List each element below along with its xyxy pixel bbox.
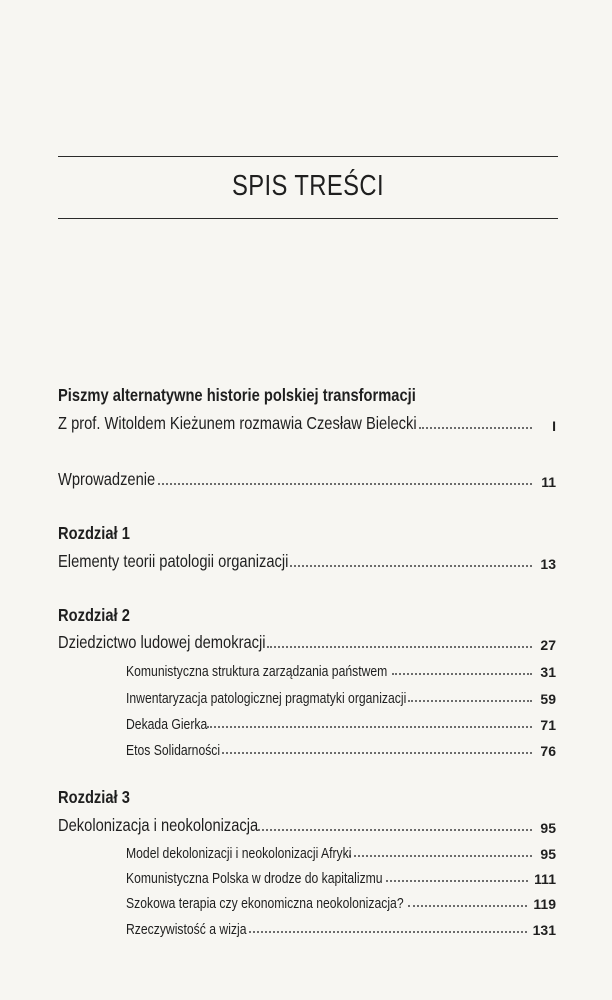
chapter-2-heading: Rozdział 2 [58,605,130,625]
dot-leader [349,855,532,857]
dot-leader [408,700,532,702]
toc-page-number: 131 [532,922,556,938]
toc-entry-label: Wprowadzenie [58,469,156,489]
top-rule [58,156,558,157]
toc-subentry[interactable] [126,709,556,733]
dot-leader [419,427,532,429]
toc-subentry[interactable] [126,683,556,707]
toc-entry-label: Dziedzictwo ludowej demokracji [58,632,266,652]
bottom-rule [58,218,558,219]
toc-page-number: 76 [540,743,556,759]
toc-entry-label: Elementy teorii patologii organizacji [58,551,289,571]
toc-entry-chapter-1[interactable] [58,548,556,572]
dot-leader [290,565,532,567]
toc-entry-chapter-3[interactable] [58,812,556,836]
toc-entry-label: Komunistyczna struktura zarządzania państwem [126,664,388,680]
toc-subentry[interactable] [126,888,556,912]
toc-entry-chapter-2[interactable] [58,629,556,653]
toc-subentry[interactable] [126,735,556,759]
toc-entry-label: Komunistyczna Polska w drodze do kapitalizmu [126,871,383,887]
toc-subentry[interactable] [126,914,556,938]
dot-leader [386,880,528,882]
dot-leader [249,931,526,933]
toc-page-number: 59 [540,691,556,707]
toc-entry-label: Model dekolonizacji i neokolonizacji Afryki [126,846,352,862]
toc-subentry[interactable] [126,656,556,680]
toc-page-number: 71 [540,717,556,733]
toc-subentry[interactable] [126,863,556,887]
chapter-1-heading: Rozdział 1 [58,523,130,543]
dot-leader [267,646,532,648]
toc-entry-label: Etos Solidarności [126,743,221,759]
dot-leader [392,673,532,675]
dot-leader [258,829,532,831]
toc-page-number: 11 [541,474,556,490]
toc-entry-label: Z prof. Witoldem Kieżunem rozmawia Czesław Bielecki [58,413,417,433]
toc-entry-label: Rzeczywistość a wizja [126,922,247,938]
toc-page-number: 95 [540,846,556,862]
chapter-3-heading: Rozdział 3 [58,787,130,807]
toc-page-number: 95 [540,820,556,836]
toc-entry-label: Dekada Gierka [126,717,208,733]
toc-entry-label: Inwentaryzacja patologicznej pragmatyki organizacji [126,691,407,707]
dot-leader [408,905,527,907]
toc-page-number: 119 [533,896,556,912]
dot-leader [222,752,532,754]
page-title: SPIS TREŚCI [231,170,385,202]
intro-heading: Piszmy alternatywne historie polskiej transformacji [58,385,416,405]
toc-page-number: I [552,418,556,434]
dot-leader [207,726,532,728]
toc-page-number: 111 [534,871,556,887]
toc-entry-wprowadzenie[interactable] [58,466,556,490]
toc-page-number: 31 [540,664,556,680]
toc-entry-label: Szokowa terapia czy ekonomiczna neokolonizacja? [126,896,404,912]
toc-subentry[interactable] [126,838,556,862]
toc-entry-label: Dekolonizacja i neokolonizacja [58,815,259,835]
toc-entry-intro[interactable] [58,410,556,434]
toc-page-number: 27 [540,637,556,653]
toc-page-number: 13 [540,556,556,572]
dot-leader [158,483,532,485]
